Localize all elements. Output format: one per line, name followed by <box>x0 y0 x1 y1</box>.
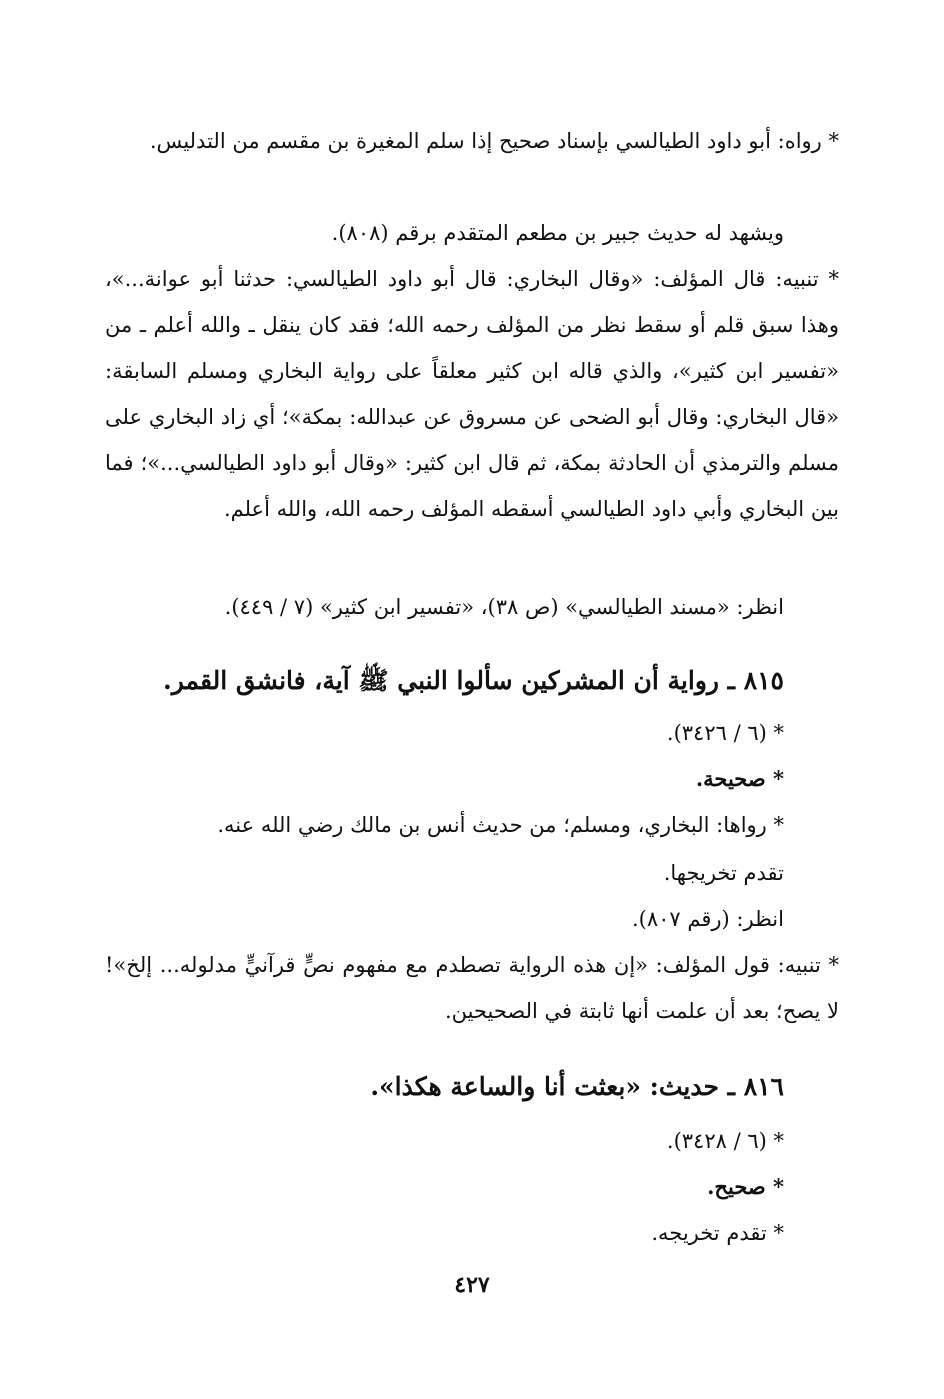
source-reference-816: * (٦ / ٣٤٢٨). <box>666 1129 784 1153</box>
previous-takhrij-816: * تقدم تخريجه. <box>651 1221 784 1245</box>
source-reference-815: * (٦ / ٣٤٢٦). <box>666 721 784 745</box>
page-number: ٤٢٧ <box>454 1272 490 1298</box>
reference-line: انظر: «مسند الطيالسي» (ص ٣٨)، «تفسير ابن كثير» (٧ / ٤٤٩). <box>224 595 784 619</box>
section-heading-816: ٨١٦ ـ حديث: «بعثت أنا والساعة هكذا». <box>370 1072 784 1101</box>
narration-paragraph: * رواه: أبو داود الطيالسي بإسناد صحيح إذا سلم المغيرة بن مقسم من التدليس. <box>149 129 839 153</box>
note-paragraph: * تنبيه: قال المؤلف: «وقال البخاري: قال أبو داود الطيالسي: حدثنا أبو عوانة...»، وهذا سبق قلم أو سقط نظر من المؤلف رحمه الله؛ فقد كان ينقل ـ والله أعلم ـ من «تفسير ابن كثير»، والذي قاله ابن كثير معلقاً على رواية البخاري ومسلم السابقة: «قال البخاري: وقال أبو الضحى عن مسروق عن عبدالله: بمكة»؛ أي زاد البخاري على مسلم والترمذي أن الحادثة بمكة، ثم قال ابن كثير: «وقال أبو داود الطيالسي...»؛ فما بين البخاري وأبي داود الطيالسي أسقطه المؤلف رحمه الله، والله أعلم. <box>105 267 839 521</box>
grade-815: * صحيحة. <box>695 766 784 791</box>
grade-816: * صحيح. <box>707 1174 784 1199</box>
previous-takhrij-815: تقدم تخريجها. <box>663 861 784 885</box>
section-heading-815: ٨١٥ ـ رواية أن المشركين سألوا النبي ﷺ آية، فانشق القمر. <box>163 666 784 695</box>
see-also-815: انظر: (رقم ٨٠٧). <box>632 907 784 931</box>
supporting-hadith-line: ويشهد له حديث جبير بن مطعم المتقدم برقم (٨٠٨). <box>331 221 784 245</box>
note-815: * تنبيه: قول المؤلف: «إن هذه الرواية تصطدم مع مفهوم نصٍّ قرآنيٍّ مدلوله... إلخ»! لا يصح؛ بعد أن علمت أنها ثابتة في الصحيحين. <box>105 953 839 1023</box>
narrated-by-815: * رواها: البخاري، ومسلم؛ من حديث أنس بن مالك رضي الله عنه. <box>217 813 784 837</box>
